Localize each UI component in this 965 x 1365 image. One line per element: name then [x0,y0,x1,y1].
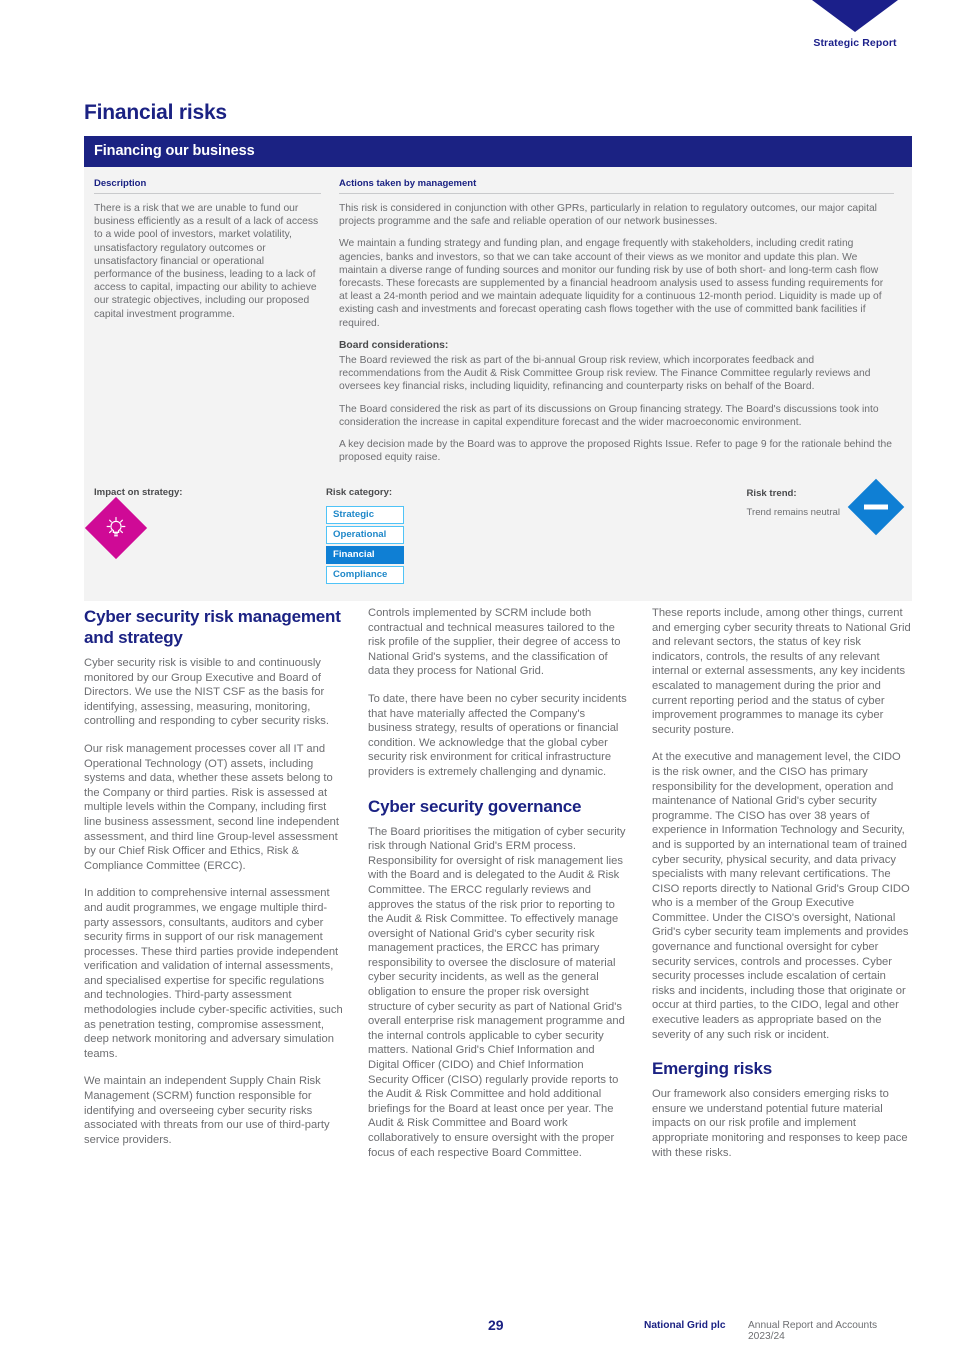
impact-label: Impact on strategy: [94,487,183,499]
paragraph: In addition to comprehensive internal assessment and audit programmes, we engage multiple third-party assessors, consultants, auditors and cyber security firms in support of our risk management processes. These third parties provide independent verification and validation of internal assessments, and specialised expertise for specific regulations and technologies. Third-party assessment methodologies include cyber-specific activities, such as penetration testing, compromise assessment, deep network monitoring and adversary simulation teams. [84,887,343,1060]
paragraph: We maintain an independent Supply Chain Risk Management (SCRM) function responsible for identifying and overseeing cyber security risks associated with threats from our use of third-party service providers. [84,1075,330,1146]
heading-cyber-security-governance: Cyber security governance [368,796,582,816]
paragraph: The Board prioritises the mitigation of cyber security risk through National Grid's ERM process. Responsibility for oversight of risk management lies with the Board and is delegated to the Audit & Risk Committee. The ERCC regularly reviews and approves the status of the risk prior to reporting to the Audit & Risk Committee. To effectively manage oversight of National Grid's cyber security risk management practices, the ERCC has primary responsibility to oversee the disclosure of material cyber security incidents, as well as the general obligation to ensure the proper risk oversight structure of cyber security as part of National Grid's overall enterprise risk management programme and the internal controls applicable to cyber security matters. National Grid's Chief Information and Digital Officer (CIDO) and Chief Information Security Officer (CISO) regularly provide reports to the Audit & Risk Committee and hold additional briefings for the Board at least once per year. The Audit & Risk Committee and Board work collaboratively to ensure oversight with the proper focus of each respective Board Committee. [368,825,626,1159]
page-number: 29 [488,1317,504,1333]
impact-diamond [85,497,147,559]
description-body [94,202,321,321]
heading-cyber-security-risk-management: Cyber security risk management and strategy [84,607,341,647]
risk-category-label: Risk category: [326,487,393,499]
article-columns [84,606,912,1173]
heading-emerging-risks: Emerging risks [652,1059,773,1079]
risk-category-financial: Financial [326,546,404,564]
paragraph: Controls implemented by SCRM include both contractual and technical measures tailored to the risk profile of the supplier, their degree of access to National Grid's systems, and the classification of data they process for National Grid. [368,607,621,678]
actions-paragraph: This risk is considered in conjunction with other GPRs, particularly in relation to regulatory outcomes, our major capital projects programme and the safe and reliable operation of our network businesses. [339,203,877,228]
risk-category [326,487,526,584]
footer-document-title: Annual Report and Accounts 2023/24 [748,1320,878,1342]
page-title: Financial risks [84,101,227,124]
neutral-trend-icon [848,479,905,536]
article-column-left [84,606,343,1173]
risk-category-operational: Operational [326,526,404,544]
risk-category-strategic: Strategic [326,506,404,524]
risk-category-compliance: Compliance [326,566,404,584]
risk-panel-columns [84,167,912,473]
article-column-right [652,606,911,1173]
page-footer [84,1317,912,1342]
board-paragraph: A key decision made by the Board was to approve the proposed Rights Issue. Refer to page 9 for the rationale behind the proposed equity raise. [339,439,892,464]
actions-body [339,202,894,464]
board-paragraph: The Board considered the risk as part of its discussions on Group financing strategy. The Board's discussions took into consideration the increase in capital expenditure forecast and the wider macroeconomic environment. [339,403,879,428]
paragraph: Cyber security risk is visible to and continuously monitored by our Group Executive and Board of Directors. We use the NIST CSF as the basis for identifying, assessing, measuring, monitoring, controlling and responding to cyber security risks. [84,657,329,728]
risk-panel [84,136,912,601]
paragraph: These reports include, among other things, current and emerging cyber security threats to National Grid and relevant sectors, the status of key risk indicators, controls, the results of any relevant internal or external assessments, any key incidents escalated to management during the prior and current reporting period and the status of cyber improvement programmes to manage its cyber security posture. [652,607,911,736]
chevron-down-icon [812,0,898,32]
risk-trend [702,487,902,527]
section-marker [812,0,898,49]
risk-trend-label: Risk trend: [746,488,797,500]
impact-on-strategy [94,487,244,550]
risk-trend-text [747,487,841,518]
risk-panel-title: Financing our business [84,136,912,167]
actions-column [339,167,912,473]
paragraph: Our framework also considers emerging risks to ensure we understand potential future material impacts on our risk profile and implement appropriate monitoring and responses to keep pace with these risks. [652,1088,908,1159]
lightbulb-icon [94,506,138,550]
board-paragraph: The Board reviewed the risk as part of the bi-annual Group risk review, which incorporates feedback and recommendations from the Audit & Risk Committee Group risk review. The Finance Committee regularly reviews and oversees key financial risks, including liquidity, refinancing and counterparty risks on behalf of the Board. [339,355,871,393]
actions-paragraph: We maintain a funding strategy and funding plan, and engage frequently with stakeholders, including credit rating agencies, banks and investors, so that we can take account of their views as we monitor and update this plan. We maintain a diverse range of funding sources and monitor our funding risk by use of both short- and long-term cash flow forecasts. These forecasts are supplemented by a financial headroom analysis used to assess funding requirements for at least a 24-month period and we maintain adequate liquidity for a continuous 12-month period. Liquidity is made up of existing cash and investments and forecast operating cash flows together with the use of committed bank facilities if required. [339,238,884,329]
board-considerations-label: Board considerations: [339,339,449,351]
paragraph: Our risk management processes cover all IT and Operational Technology (OT) assets, including systems and data, whether these assets belong to the Company or third parties. Risk is assessed at multiple levels within the Company, including first line business assessment, second line independent assessment, and third line Group-level assessment by our Chief Risk Officer and Ethics, Risk & Compliance Committee (ERCC). [84,742,339,872]
paragraph: At the executive and management level, the CIDO is the risk owner, and the CISO has primary responsibility for the development, operation and maintenance of National Grid's cyber security programme. The CISO has over 38 years of experience in Information Technology and Security, and is supported by an international team of trained cyber security, physical security, and data privacy specialists with many relevant certifications. The CISO reports directly to National Grid's Group CIDO who is a member of the Group Executive Committee. Under the CISO's oversight, National Grid's cyber security team implements and provides governance and functional oversight for cyber security services, controls and processes. Cyber security processes include escalation of certain risks and incidents, including those that originate or occur at third parties, to the CIDO, legal and other executive leaders as appropriate based on the severity of any such risk or incident. [652,751,910,1041]
description-heading: Description [94,178,321,194]
actions-heading: Actions taken by management [339,178,894,194]
paragraph: To date, there have been no cyber security incidents that have materially affected the Company's business strategy, results of operations or financial condition. We acknowledge that the global cyber security risk environment for critical infrastructure providers is extremely challenging and dynamic. [368,692,627,778]
risk-trend-description: Trend remains neutral [746,507,840,519]
risk-meta-row [84,473,912,601]
article-column-middle [368,606,627,1173]
neutral-bar [864,505,888,510]
description-column [84,167,339,473]
risk-category-list [326,506,526,584]
section-marker-label: Strategic Report [813,37,897,49]
footer-brand: National Grid plc [644,1320,726,1331]
description-paragraph: There is a risk that we are unable to fund our business efficiently as a result of a lack of access to a wide pool of investors, market volatility, unsatisfactory regulatory outcomes or unsatisfactory financial or operational performance of the business, leading to a lack of access to capital, impacting our ability to achieve our strategic objectives, including our proposed capital investment programme. [94,203,319,320]
